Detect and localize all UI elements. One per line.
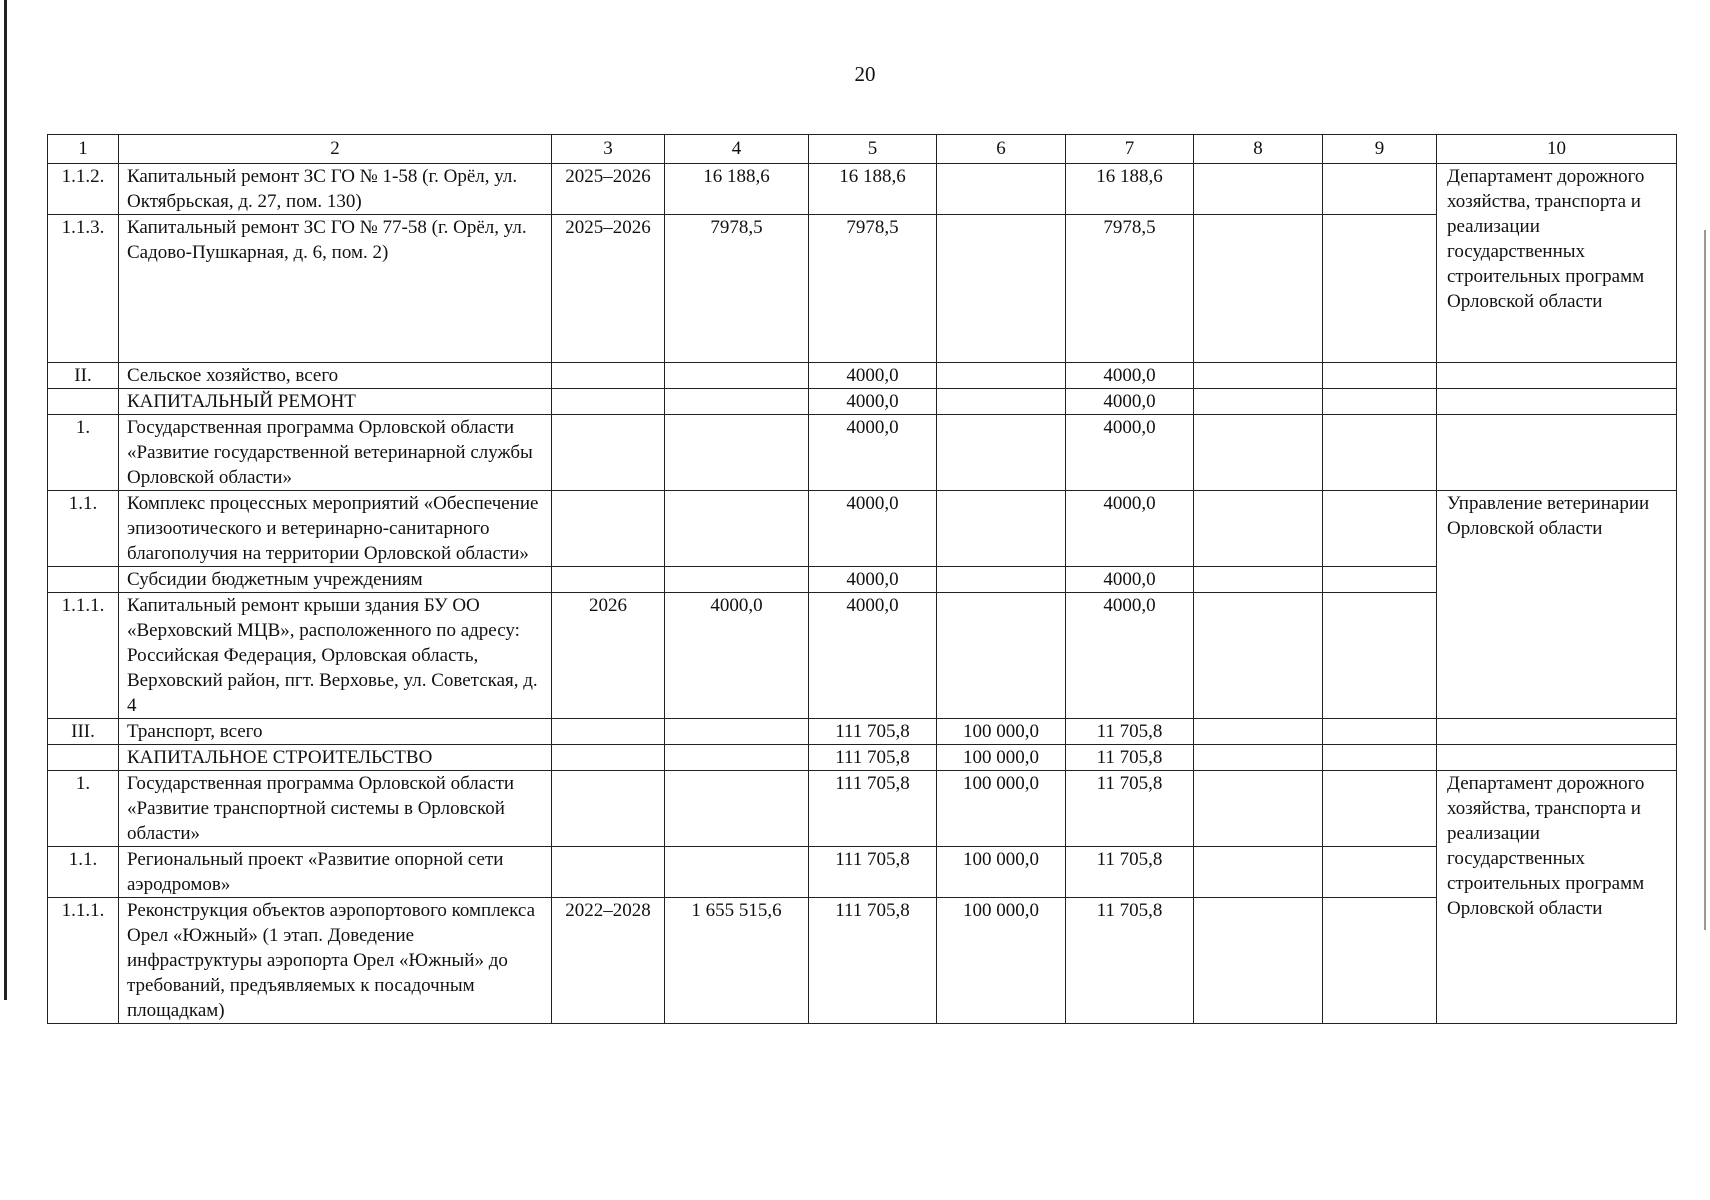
total-cell: 111 705,8 <box>809 898 937 1024</box>
row-number: III. <box>48 719 119 745</box>
row-number: 1.1.3. <box>48 215 119 363</box>
responsible-cell: Управление ветеринарии Орловской области <box>1437 491 1677 719</box>
row-number <box>48 745 119 771</box>
header-cell: 6 <box>937 135 1066 164</box>
col8-cell <box>1194 215 1323 363</box>
header-cell: 8 <box>1194 135 1323 164</box>
row-name: Транспорт, всего <box>119 719 552 745</box>
row-number: 1. <box>48 771 119 847</box>
total-cell: 4000,0 <box>809 415 937 491</box>
cost-cell <box>665 719 809 745</box>
period-cell <box>552 491 665 567</box>
header-cell: 9 <box>1323 135 1437 164</box>
cost-cell <box>665 771 809 847</box>
col9-cell <box>1323 567 1437 593</box>
col9-cell <box>1323 415 1437 491</box>
responsible-cell <box>1437 389 1677 415</box>
col9-cell <box>1323 363 1437 389</box>
col9-cell <box>1323 164 1437 215</box>
header-cell: 1 <box>48 135 119 164</box>
col8-cell <box>1194 164 1323 215</box>
federal-cell <box>937 415 1066 491</box>
table-row <box>48 847 1677 898</box>
budget-table <box>47 134 1677 1024</box>
total-cell: 4000,0 <box>809 363 937 389</box>
cost-cell: 4000,0 <box>665 593 809 719</box>
regional-cell: 4000,0 <box>1066 363 1194 389</box>
row-name: КАПИТАЛЬНОЕ СТРОИТЕЛЬСТВО <box>119 745 552 771</box>
federal-cell <box>937 215 1066 363</box>
period-cell <box>552 847 665 898</box>
header-cell: 3 <box>552 135 665 164</box>
header-cell: 2 <box>119 135 552 164</box>
federal-cell: 100 000,0 <box>937 719 1066 745</box>
period-cell <box>552 567 665 593</box>
cost-cell <box>665 745 809 771</box>
row-number <box>48 567 119 593</box>
table-row <box>48 363 1677 389</box>
period-cell <box>552 745 665 771</box>
row-number: 1. <box>48 415 119 491</box>
regional-cell: 4000,0 <box>1066 567 1194 593</box>
regional-cell: 11 705,8 <box>1066 771 1194 847</box>
period-cell: 2026 <box>552 593 665 719</box>
period-cell <box>552 719 665 745</box>
responsible-cell <box>1437 363 1677 389</box>
regional-cell: 4000,0 <box>1066 389 1194 415</box>
regional-cell: 11 705,8 <box>1066 898 1194 1024</box>
table-row <box>48 415 1677 491</box>
table-row <box>48 491 1677 567</box>
row-name: КАПИТАЛЬНЫЙ РЕМОНТ <box>119 389 552 415</box>
period-cell <box>552 415 665 491</box>
col9-cell <box>1323 215 1437 363</box>
federal-cell: 100 000,0 <box>937 745 1066 771</box>
row-name: Комплекс процессных мероприятий «Обеспечение эпизоотического и ветеринарно-санитарного благополучия на территории Орловской области» <box>119 491 552 567</box>
cost-cell <box>665 567 809 593</box>
period-cell <box>552 389 665 415</box>
federal-cell <box>937 164 1066 215</box>
table-row <box>48 567 1677 593</box>
col8-cell <box>1194 719 1323 745</box>
table-row <box>48 771 1677 847</box>
scan-left-edge <box>4 0 7 1000</box>
row-number: 1.1.2. <box>48 164 119 215</box>
col9-cell <box>1323 847 1437 898</box>
col8-cell <box>1194 847 1323 898</box>
federal-cell <box>937 567 1066 593</box>
row-number: 1.1. <box>48 847 119 898</box>
table-row <box>48 593 1677 719</box>
federal-cell <box>937 363 1066 389</box>
table-row <box>48 719 1677 745</box>
cost-cell: 16 188,6 <box>665 164 809 215</box>
row-number: II. <box>48 363 119 389</box>
regional-cell: 16 188,6 <box>1066 164 1194 215</box>
row-number: 1.1. <box>48 491 119 567</box>
row-name: Капитальный ремонт ЗС ГО № 1-58 (г. Орёл, ул. Октябрьская, д. 27, пом. 130) <box>119 164 552 215</box>
regional-cell: 11 705,8 <box>1066 719 1194 745</box>
regional-cell: 4000,0 <box>1066 415 1194 491</box>
federal-cell: 100 000,0 <box>937 898 1066 1024</box>
col8-cell <box>1194 745 1323 771</box>
col9-cell <box>1323 719 1437 745</box>
table-row <box>48 745 1677 771</box>
federal-cell <box>937 593 1066 719</box>
total-cell: 111 705,8 <box>809 719 937 745</box>
total-cell: 4000,0 <box>809 593 937 719</box>
row-name: Капитальный ремонт ЗС ГО № 77-58 (г. Орёл, ул. Садово-Пушкарная, д. 6, пом. 2) <box>119 215 552 363</box>
col8-cell <box>1194 389 1323 415</box>
responsible-cell: Департамент дорожного хозяйства, транспорта и реализации государственных строительных программ Орловской области <box>1437 164 1677 363</box>
cost-cell: 1 655 515,6 <box>665 898 809 1024</box>
cost-cell <box>665 415 809 491</box>
total-cell: 111 705,8 <box>809 771 937 847</box>
total-cell: 111 705,8 <box>809 745 937 771</box>
header-cell: 4 <box>665 135 809 164</box>
col8-cell <box>1194 898 1323 1024</box>
period-cell: 2022–2028 <box>552 898 665 1024</box>
table-row <box>48 164 1677 215</box>
cost-cell <box>665 491 809 567</box>
total-cell: 7978,5 <box>809 215 937 363</box>
regional-cell: 11 705,8 <box>1066 745 1194 771</box>
cost-cell <box>665 389 809 415</box>
row-name: Капитальный ремонт крыши здания БУ ОО «Верховский МЦВ», расположенного по адресу: Российская Федерация, Орловская область, Верховский район, пгт. Верховье, ул. Советская, д. 4 <box>119 593 552 719</box>
col9-cell <box>1323 745 1437 771</box>
period-cell: 2025–2026 <box>552 164 665 215</box>
total-cell: 4000,0 <box>809 567 937 593</box>
col8-cell <box>1194 415 1323 491</box>
federal-cell: 100 000,0 <box>937 771 1066 847</box>
col8-cell <box>1194 593 1323 719</box>
responsible-cell <box>1437 719 1677 745</box>
federal-cell <box>937 491 1066 567</box>
responsible-cell <box>1437 415 1677 491</box>
table-row <box>48 389 1677 415</box>
row-number: 1.1.1. <box>48 593 119 719</box>
table-row <box>48 898 1677 1024</box>
col8-cell <box>1194 491 1323 567</box>
total-cell: 16 188,6 <box>809 164 937 215</box>
col9-cell <box>1323 389 1437 415</box>
header-cell: 5 <box>809 135 937 164</box>
col9-cell <box>1323 771 1437 847</box>
row-name: Субсидии бюджетным учреждениям <box>119 567 552 593</box>
cost-cell <box>665 847 809 898</box>
cost-cell: 7978,5 <box>665 215 809 363</box>
period-cell <box>552 363 665 389</box>
period-cell: 2025–2026 <box>552 215 665 363</box>
regional-cell: 4000,0 <box>1066 491 1194 567</box>
col8-cell <box>1194 567 1323 593</box>
total-cell: 111 705,8 <box>809 847 937 898</box>
scan-right-edge <box>1704 230 1706 930</box>
header-cell: 7 <box>1066 135 1194 164</box>
regional-cell: 4000,0 <box>1066 593 1194 719</box>
responsible-cell <box>1437 745 1677 771</box>
row-name: Реконструкция объектов аэропортового комплекса Орел «Южный» (1 этап. Доведение инфраструктуры аэропорта Орел «Южный» до требований, предъявляемых к посадочным площадкам) <box>119 898 552 1024</box>
row-number <box>48 389 119 415</box>
col8-cell <box>1194 771 1323 847</box>
cost-cell <box>665 363 809 389</box>
page-number: 20 <box>854 62 876 86</box>
period-cell <box>552 771 665 847</box>
regional-cell: 7978,5 <box>1066 215 1194 363</box>
table-row <box>48 215 1677 363</box>
col9-cell <box>1323 491 1437 567</box>
total-cell: 4000,0 <box>809 389 937 415</box>
federal-cell <box>937 389 1066 415</box>
row-number: 1.1.1. <box>48 898 119 1024</box>
column-number-row <box>48 135 1677 164</box>
federal-cell: 100 000,0 <box>937 847 1066 898</box>
header-cell: 10 <box>1437 135 1677 164</box>
row-name: Государственная программа Орловской области «Развитие транспортной системы в Орловской области» <box>119 771 552 847</box>
row-name: Сельское хозяйство, всего <box>119 363 552 389</box>
regional-cell: 11 705,8 <box>1066 847 1194 898</box>
row-name: Государственная программа Орловской области «Развитие государственной ветеринарной службы Орловской области» <box>119 415 552 491</box>
responsible-cell: Департамент дорожного хозяйства, транспорта и реализации государственных строительных программ Орловской области <box>1437 771 1677 1024</box>
col8-cell <box>1194 363 1323 389</box>
total-cell: 4000,0 <box>809 491 937 567</box>
row-name: Региональный проект «Развитие опорной сети аэродромов» <box>119 847 552 898</box>
col9-cell <box>1323 898 1437 1024</box>
col9-cell <box>1323 593 1437 719</box>
